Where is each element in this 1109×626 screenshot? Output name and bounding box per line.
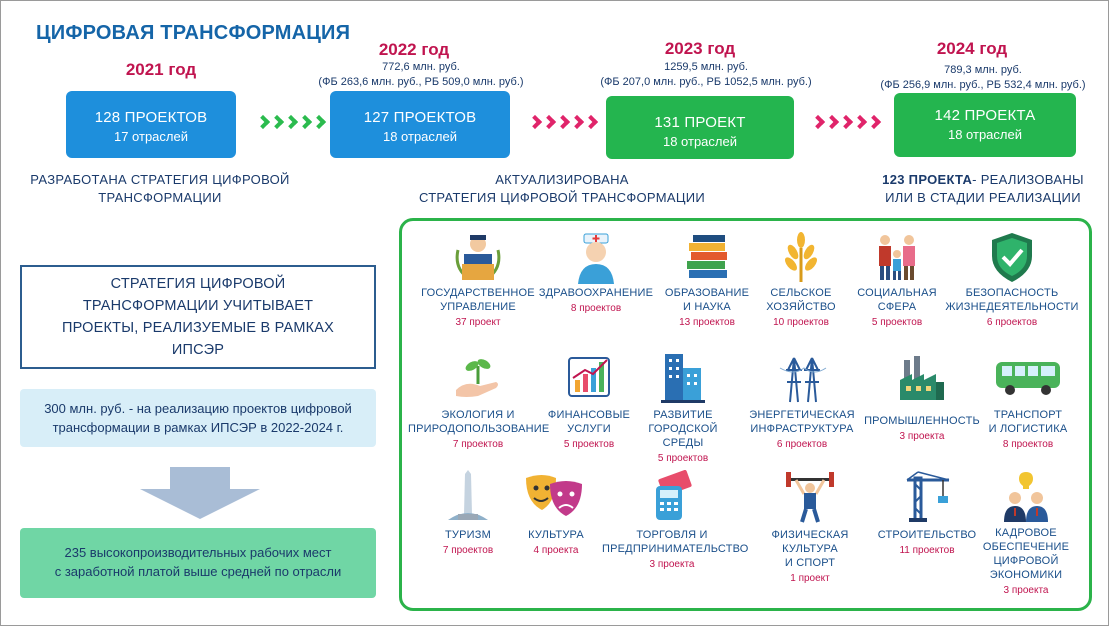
card-terminal-icon: [646, 470, 698, 524]
sector-healthcare: ЗДРАВООХРАНЕНИЕ 8 проектов: [526, 230, 666, 316]
chevrons-green: [258, 117, 328, 127]
down-arrow-icon: [140, 467, 260, 519]
sector-trade: ТОРГОВЛЯ И ПРЕДПРИНИМАТЕЛЬСТВО 3 проекта: [602, 470, 742, 572]
finance-chart-icon: [563, 350, 615, 404]
sector-government: ГОСУДАРСТВЕННОЕ УПРАВЛЕНИЕ 37 проект: [408, 230, 548, 330]
timeline-box-2023: 131 ПРОЕКТ 18 отраслей: [606, 96, 794, 159]
caption-updated: АКТУАЛИЗИРОВАНА СТРАТЕГИЯ ЦИФРОВОЙ ТРАНСФОРМАЦИИ: [418, 172, 706, 205]
sector-education: ОБРАЗОВАНИЕ И НАУКА 13 проектов: [637, 230, 777, 330]
crane-icon: [901, 470, 953, 524]
sprout-hand-icon: [452, 350, 504, 404]
buildings-icon: [657, 350, 709, 404]
sector-culture: КУЛЬТУРА 4 проекта: [486, 470, 626, 558]
year-2023: 2023 год: [664, 39, 736, 58]
jobs-box: 235 высокопроизводительных рабочих мест с заработной платой выше средней по отрасли: [20, 528, 376, 598]
sector-safety: БЕЗОПАСНОСТЬ ЖИЗНЕДЕЯТЕЛЬНОСТИ 6 проектов: [942, 230, 1082, 330]
sector-finance: ФИНАНСОВЫЕ УСЛУГИ 5 проектов: [519, 350, 659, 452]
theater-masks-icon: [520, 470, 592, 524]
staff-icon: [1000, 470, 1052, 524]
sector-sport: ФИЗИЧЕСКАЯ КУЛЬТУРА И СПОРТ 1 проект: [740, 470, 880, 586]
chevrons-magenta-1: [530, 117, 600, 127]
timeline-box-2024: 142 ПРОЕКТА 18 отраслей: [894, 93, 1076, 157]
timeline-box-2022: 127 ПРОЕКТОВ 18 отраслей: [330, 91, 510, 158]
sector-energy: ЭНЕРГЕТИЧЕСКАЯ ИНФРАСТРУКТУРА 6 проектов: [732, 350, 872, 452]
timeline-box-2021: 128 ПРОЕКТОВ 17 отраслей: [66, 91, 236, 158]
sector-construction: СТРОИТЕЛЬСТВО 11 проектов: [857, 470, 997, 558]
shield-check-icon: [986, 230, 1038, 284]
sector-transport: ТРАНСПОРТ И ЛОГИСТИКА 8 проектов: [958, 350, 1098, 452]
year-2024: 2024 год: [936, 39, 1008, 58]
nurse-icon: [570, 230, 622, 284]
amount-2023: 1259,5 млн. руб. (ФБ 207,0 млн. руб., РБ 1052,5 млн. руб.): [600, 61, 812, 88]
wheat-icon: [775, 230, 827, 284]
strategy-box: СТРАТЕГИЯ ЦИФРОВОЙ ТРАНСФОРМАЦИИ УЧИТЫВАЕТ ПРОЕКТЫ, РЕАЛИЗУЕМЫЕ В РАМКАХ ИПСЭР: [20, 265, 376, 369]
page-title: ЦИФРОВАЯ ТРАНСФОРМАЦИЯ: [36, 22, 351, 44]
year-2021: 2021 год: [125, 60, 197, 79]
amount-2022: 772,6 млн. руб. (ФБ 263,6 млн. руб., РБ 509,0 млн. руб.): [318, 61, 524, 88]
power-tower-icon: [776, 350, 828, 404]
government-icon: [452, 230, 504, 284]
sector-social: СОЦИАЛЬНАЯ СФЕРА 5 проектов: [827, 230, 967, 330]
sector-ecology: ЭКОЛОГИЯ И ПРИРОДОПОЛЬЗОВАНИЕ 7 проектов: [408, 350, 548, 452]
chevrons-magenta-2: [813, 117, 883, 127]
books-icon: [681, 230, 733, 284]
sector-agriculture: СЕЛЬСКОЕ ХОЗЯЙСТВО 10 проектов: [731, 230, 871, 330]
funds-box: 300 млн. руб. - на реализацию проектов цифровой трансформации в рамках ИПСЭР в 2022-2024 г.: [20, 389, 376, 447]
sector-urban: РАЗВИТИЕ ГОРОДСКОЙ СРЕДЫ 5 проектов: [613, 350, 753, 466]
amount-2024: 789,3 млн. руб. (ФБ 256,9 млн. руб., РБ 532,4 млн. руб.): [880, 64, 1086, 91]
year-2022: 2022 год: [378, 40, 450, 59]
sector-digital-staff: КАДРОВОЕ ОБЕСПЕЧЕНИЕ ЦИФРОВОЙ ЭКОНОМИКИ 3 проекта: [956, 470, 1096, 598]
family-icon: [871, 230, 923, 284]
sector-tourism: ТУРИЗМ 7 проектов: [398, 470, 538, 558]
sector-industry: ПРОМЫШЛЕННОСТЬ 3 проекта: [852, 350, 992, 444]
factory-icon: [896, 350, 948, 404]
weightlifter-icon: [784, 470, 836, 524]
caption-developed: РАЗРАБОТАНА СТРАТЕГИЯ ЦИФРОВОЙ ТРАНСФОРМАЦИИ: [30, 172, 290, 205]
bus-icon: [992, 350, 1064, 404]
caption-implemented: 123 ПРОЕКТА- РЕАЛИЗОВАНЫ ИЛИ В СТАДИИ РЕАЛИЗАЦИИ: [882, 172, 1084, 205]
